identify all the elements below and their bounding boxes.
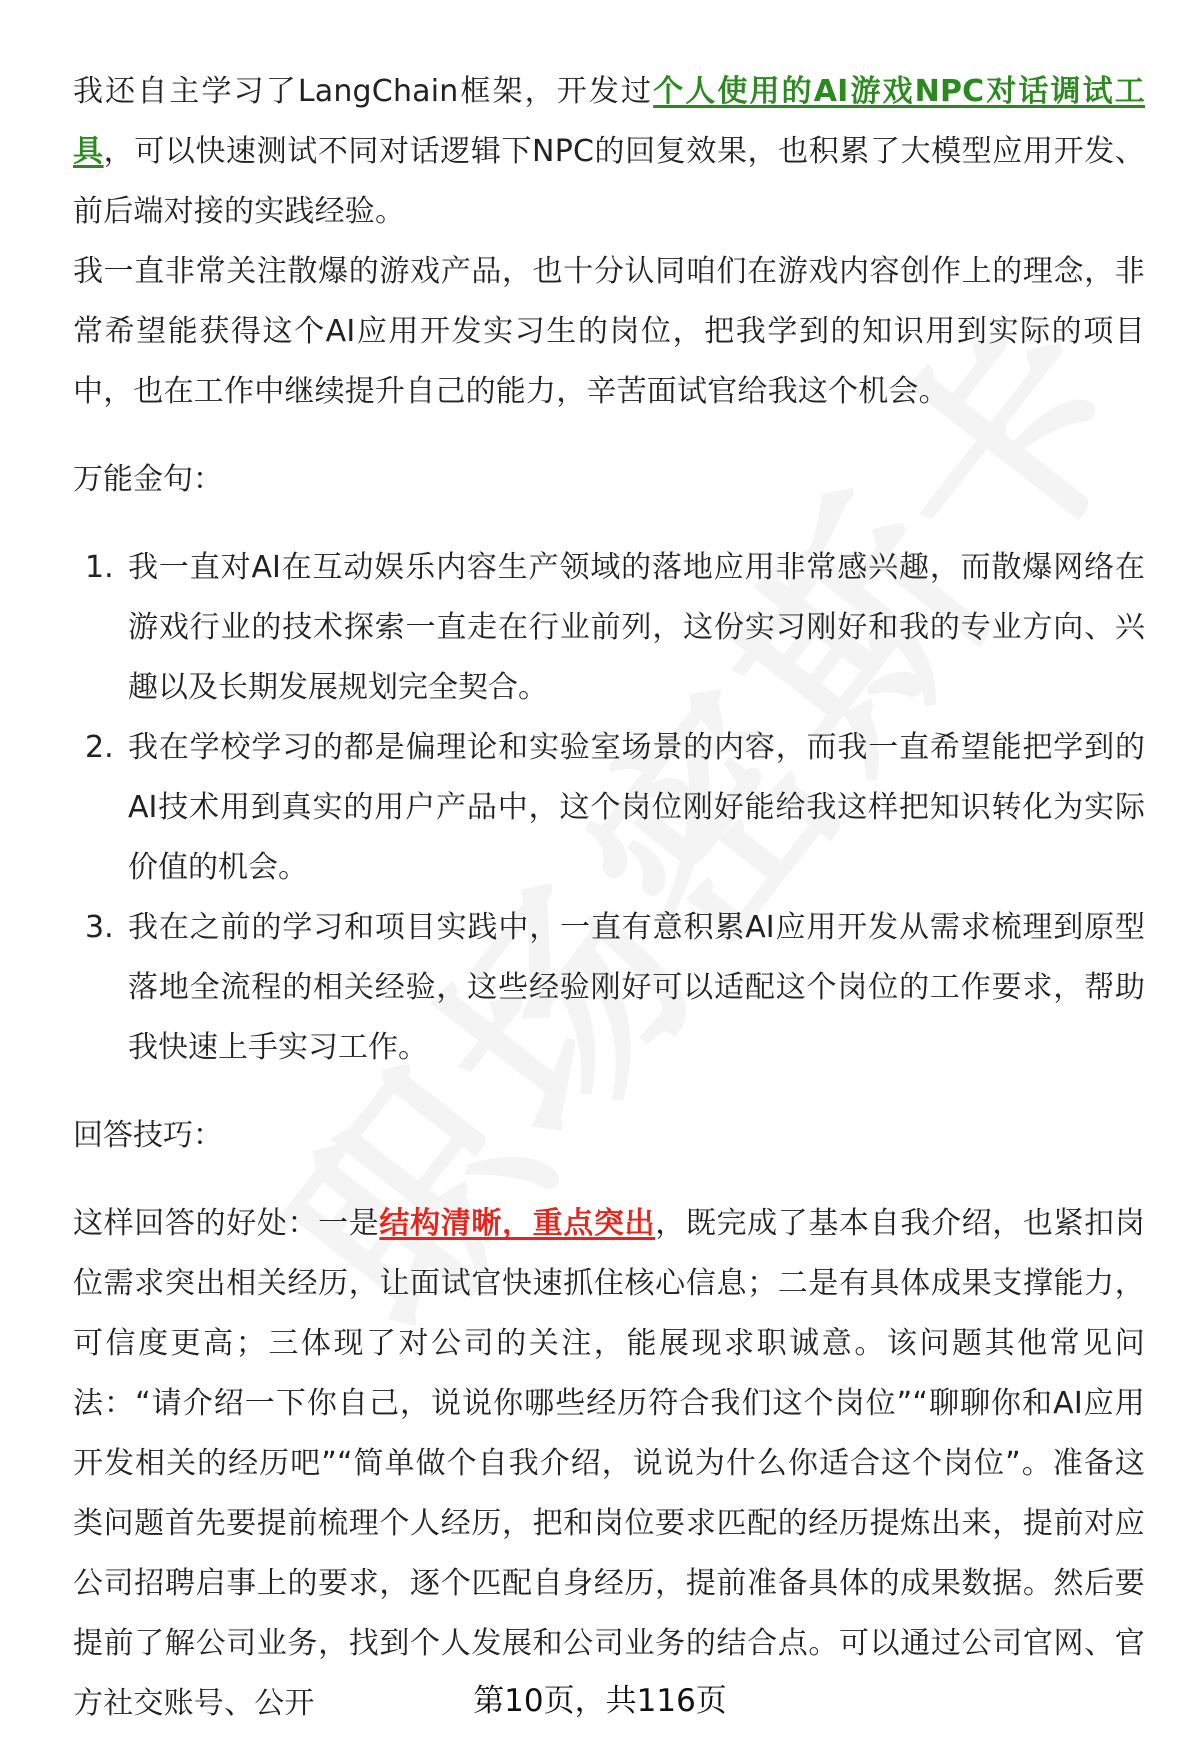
tips-text-after: ，既完成了基本自我介绍，也紧扣岗位需求突出相关经历，让面试官快速抓住核心信息；二是有具体成果支撑能力，可信度更高；三体现了对公司的关注，能展现求职诚意。该问题其他常见问法：“请介绍一下你自己，说说你哪些经历符合我们这个岗位”“聊聊你和AI应用开发相关的经历吧”“简单做个自我介绍，说说为什么你适合这个岗位”。准备这类问题首先要提前梳理个人经历，把和岗位要求匹配的经历提炼出来，提前对应公司招聘启事上的要求，逐个匹配自身经历，提前准备具体的成果数据。然后要提前了解公司业务，找到个人发展和公司业务的结合点。可以通过公司官网、官方社交账号、公开	[73, 1206, 1146, 1721]
document-body	[73, 62, 1145, 1734]
intro-paragraph-1	[73, 62, 1145, 242]
answer-tips-paragraph	[73, 1194, 1145, 1734]
intro-p1-text-before: 我还自主学习了LangChain框架，开发过	[73, 74, 654, 109]
list-item-text: 我一直对AI在互动娱乐内容生产领域的落地应用非常感兴趣，而散爆网络在游戏行业的技术探索一直走在行业前列，这份实习刚好和我的专业方向、兴趣以及长期发展规划完全契合。	[128, 550, 1145, 705]
list-item-text: 我在学校学习的都是偏理论和实验室场景的内容，而我一直希望能把学到的AI技术用到真实的用户产品中，这个岗位刚好能给我这样把知识转化为实际价值的机会。	[128, 730, 1145, 885]
answer-tips-heading: 回答技巧：	[73, 1118, 223, 1153]
intro-paragraph-2: 我一直非常关注散爆的游戏产品，也十分认同咱们在游戏内容创作上的理念，非常希望能获得这个AI应用开发实习生的岗位，把我学到的知识用到实际的项目中，也在工作中继续提升自己的能力，辛苦面试官给我这个机会。	[73, 254, 1145, 409]
list-item	[73, 718, 1145, 898]
list-item-number: 1.	[85, 550, 114, 585]
page-number: 第10页，共116页	[473, 1683, 727, 1719]
list-item	[73, 898, 1145, 1078]
list-item-number: 2.	[85, 730, 114, 765]
list-item-text: 我在之前的学习和项目实践中，一直有意积累AI应用开发从需求梳理到原型落地全流程的相关经验，这些经验刚好可以适配这个岗位的工作要求，帮助我快速上手实习工作。	[128, 910, 1145, 1065]
project-highlight: 个人使用的AI游戏NPC对话调试工具	[73, 74, 1145, 169]
golden-sentences-list	[73, 538, 1145, 1078]
tips-text-before: 这样回答的好处：一是	[73, 1206, 380, 1241]
list-item	[73, 538, 1145, 718]
list-item-number: 3.	[85, 910, 114, 945]
key-point-highlight: 结构清晰，重点突出	[379, 1206, 656, 1241]
intro-p1-text-after: ，可以快速测试不同对话逻辑下NPC的回复效果，也积累了大模型应用开发、前后端对接的实践经验。	[73, 134, 1145, 229]
golden-sentences-heading: 万能金句：	[73, 462, 223, 497]
